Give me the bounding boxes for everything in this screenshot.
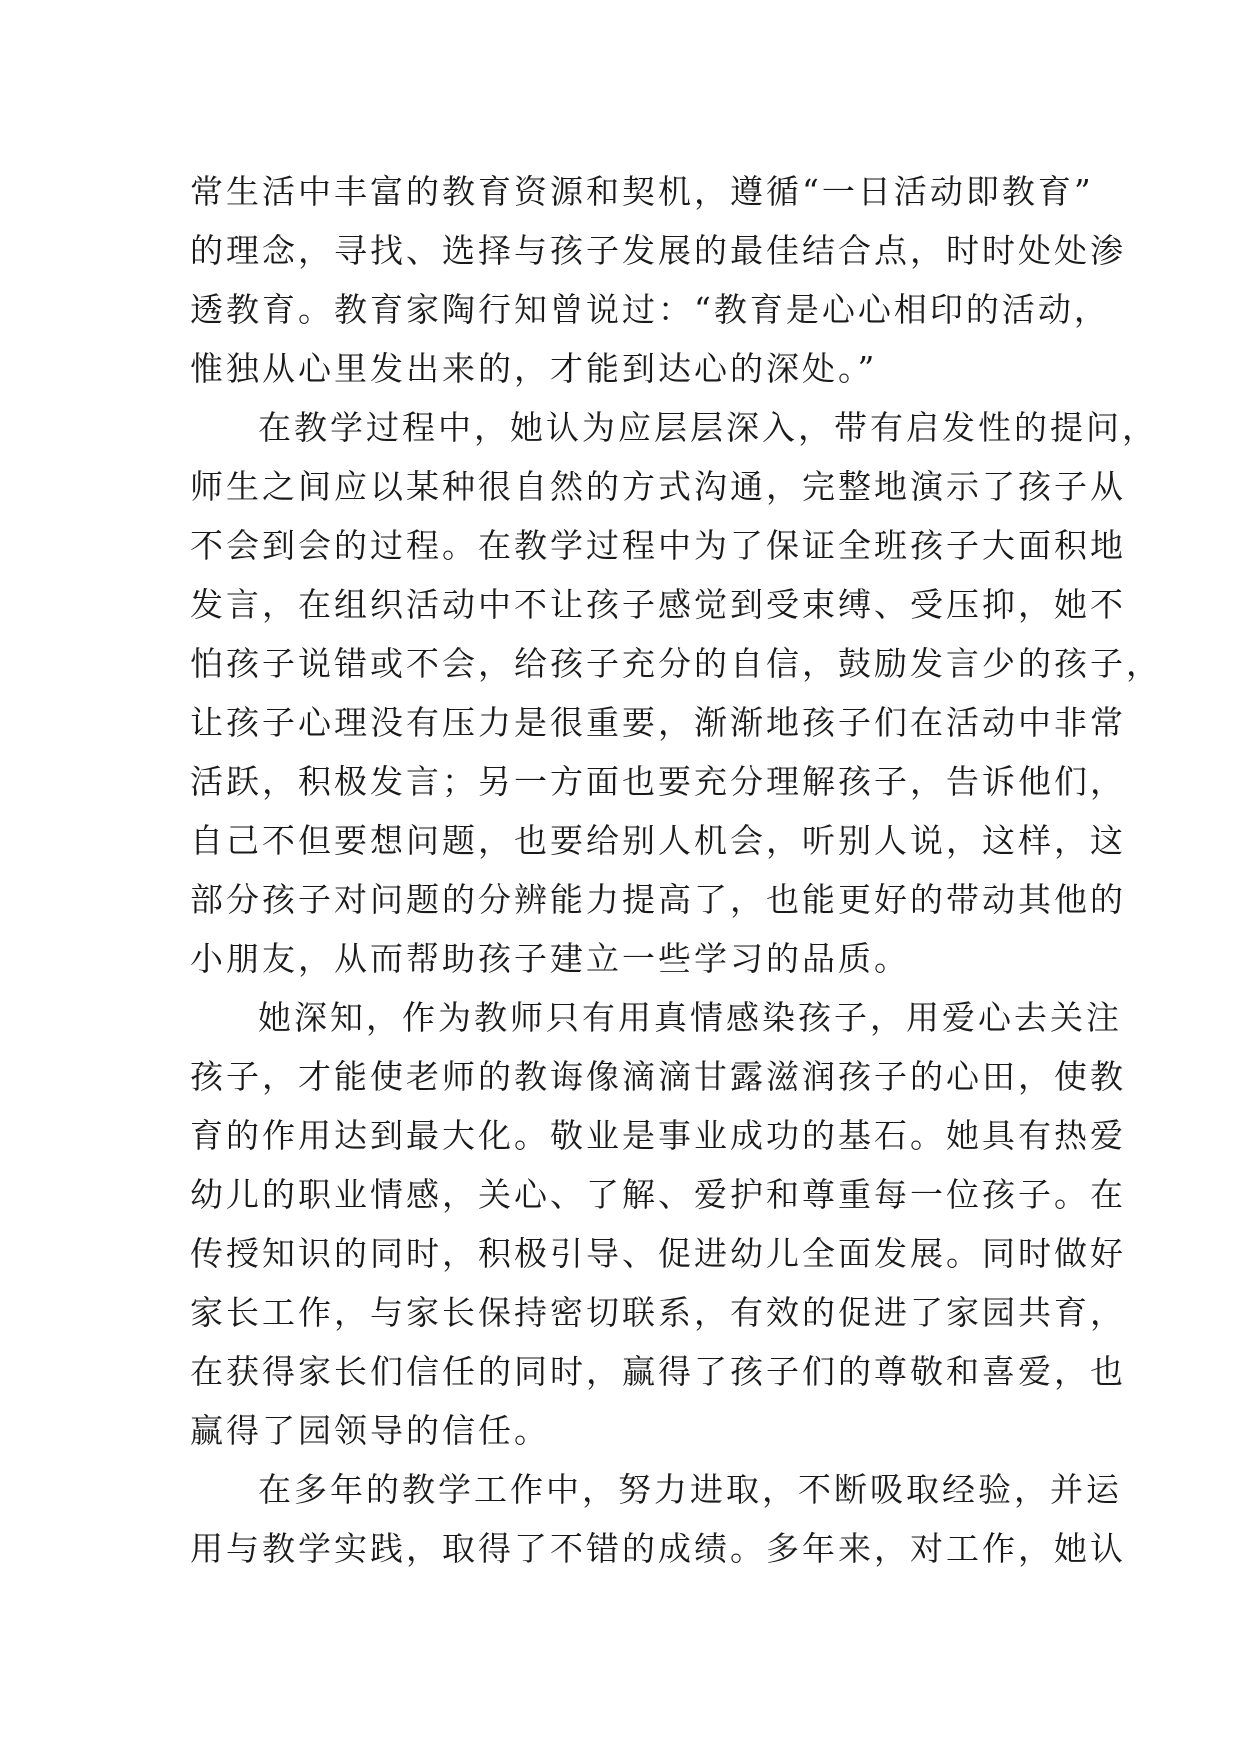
text-line: 让孩子心理没有压力是很重要，渐渐地孩子们在活动中非常 — [190, 703, 1126, 742]
text-line: 惟独从心里发出来的，才能到达心的深处。” — [190, 349, 878, 388]
text-line: 发言，在组织活动中不让孩子感觉到受束缚、受压抑，她不 — [190, 585, 1126, 624]
body-text — [190, 162, 1162, 1578]
text-line: 透教育。教育家陶行知曾说过：“教育是心心相印的活动， — [190, 290, 1110, 329]
text-line: 的理念，寻找、选择与孩子发展的最佳结合点，时时处处渗 — [190, 231, 1126, 270]
paragraph-start-line: 在教学过程中，她认为应层层深入，带有启发性的提问， — [258, 408, 1158, 447]
text-line: 师生之间应以某种很自然的方式沟通，完整地演示了孩子从 — [190, 467, 1126, 506]
text-line: 常生活中丰富的教育资源和契机，遵循“一日活动即教育” — [190, 172, 1094, 211]
text-line: 家长工作，与家长保持密切联系，有效的促进了家园共育， — [190, 1293, 1126, 1332]
text-line: 活跃，积极发言；另一方面也要充分理解孩子，告诉他们， — [190, 762, 1126, 801]
text-line: 小朋友，从而帮助孩子建立一些学习的品质。 — [190, 939, 910, 978]
text-line: 自己不但要想问题，也要给别人机会，听别人说，这样，这 — [190, 821, 1126, 860]
text-line: 怕孩子说错或不会，给孩子充分的自信，鼓励发言少的孩子， — [190, 644, 1162, 683]
text-line: 部分孩子对问题的分辨能力提高了，也能更好的带动其他的 — [190, 880, 1126, 919]
text-line: 育的作用达到最大化。敬业是事业成功的基石。她具有热爱 — [190, 1116, 1126, 1155]
text-line: 传授知识的同时，积极引导、促进幼儿全面发展。同时做好 — [190, 1234, 1126, 1273]
text-line: 幼儿的职业情感，关心、了解、爱护和尊重每一位孩子。在 — [190, 1175, 1126, 1214]
text-line: 在获得家长们信任的同时，赢得了孩子们的尊敬和喜爱，也 — [190, 1352, 1126, 1391]
text-line: 孩子，才能使老师的教诲像滴滴甘露滋润孩子的心田，使教 — [190, 1057, 1126, 1096]
text-line: 不会到会的过程。在教学过程中为了保证全班孩子大面积地 — [190, 526, 1126, 565]
text-line: 赢得了园领导的信任。 — [190, 1411, 550, 1450]
text-line: 用与教学实践，取得了不错的成绩。多年来，对工作，她认 — [190, 1529, 1126, 1568]
paragraph-start-line: 在多年的教学工作中，努力进取，不断吸取经验，并运 — [258, 1470, 1122, 1509]
paragraph-start-line: 她深知，作为教师只有用真情感染孩子，用爱心去关注 — [258, 998, 1122, 1037]
